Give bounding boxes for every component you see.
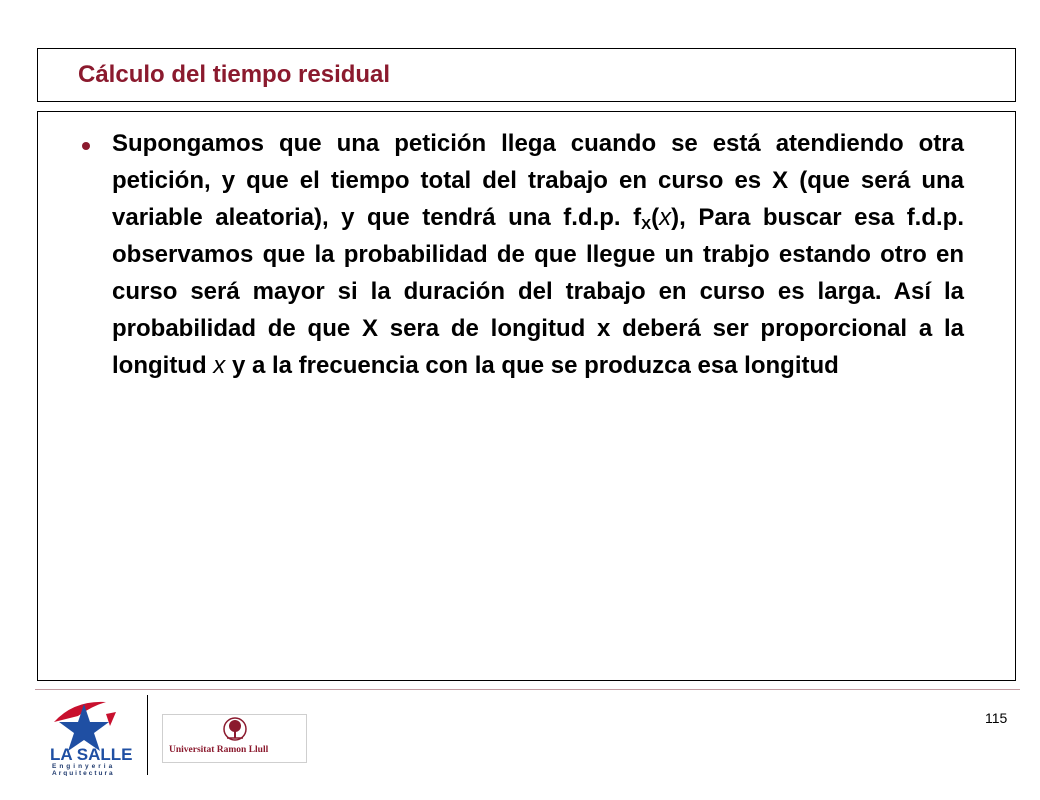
- la-salle-logo: [44, 692, 140, 776]
- paragraph-part-1: Supongamos que una petición llega cuando se está atendiendo otra petición, y que el tiempo total del trabajo en curso es X (que será una variable aleatoria), y que tendrá una f.d.p. f: [112, 130, 964, 231]
- la-salle-logo-text: LA SALLE: [50, 745, 133, 764]
- universitat-ramon-llull-label: Universitat Ramon Llull: [169, 745, 269, 755]
- la-salle-logo-line3: Arquitectura: [52, 770, 115, 776]
- la-salle-logo-line2: Enginyeria: [52, 763, 116, 770]
- bullet-icon: [82, 142, 90, 150]
- paragraph-part-3: y a la frecuencia con la que se produzca esa longitud: [225, 352, 839, 379]
- paragraph-variable-x: x: [659, 204, 672, 231]
- paragraph-variable-x-2: x: [213, 352, 226, 379]
- slide-content-box: [37, 111, 1016, 681]
- paragraph-open-paren: (: [651, 204, 660, 231]
- footer-divider: [35, 689, 1020, 690]
- universitat-ramon-llull-logo: [162, 714, 307, 763]
- slide-title: Cálculo del tiempo residual: [78, 61, 391, 88]
- tree-emblem-icon: [163, 715, 308, 745]
- bullet-paragraph: [112, 125, 964, 384]
- logo-divider: [147, 695, 148, 775]
- page-number: 115: [985, 710, 1008, 726]
- slide-title-box: [37, 48, 1016, 102]
- paragraph-subscript: X: [641, 216, 652, 233]
- paragraph-part-2: ), Para buscar esa f.d.p. observamos que la probabilidad de que llegue un trabjo estando otro en curso será mayor si la duración del trabajo en curso es larga. Así la probabilidad de que X sera de longitud x deberá ser proporcional a la longitud: [112, 204, 965, 379]
